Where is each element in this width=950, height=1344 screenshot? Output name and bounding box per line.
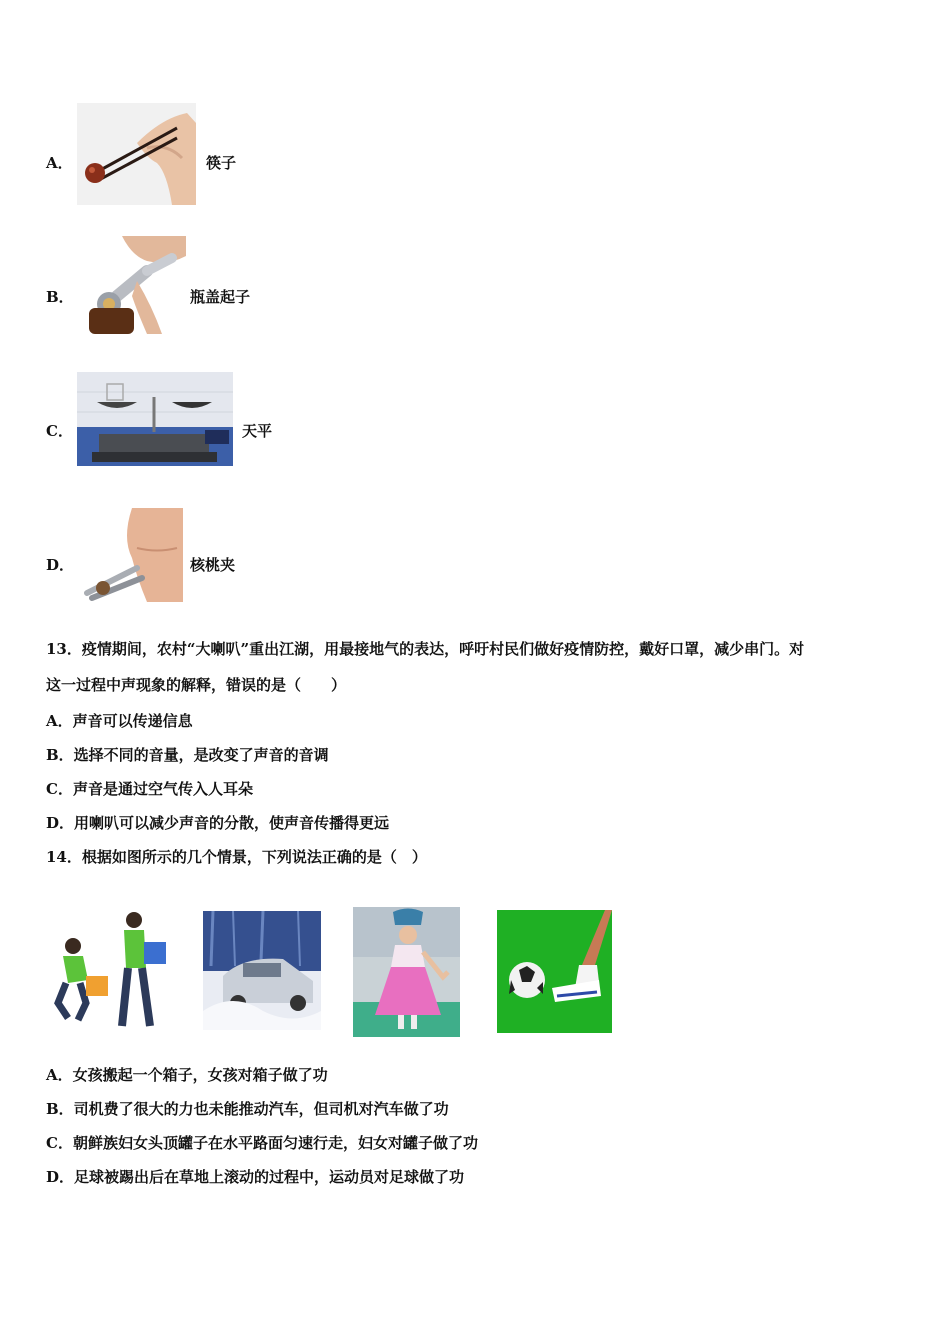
q14-option-d: D．足球被踢出后在草地上滚动的过程中，运动员对足球做了功 xyxy=(46,1168,465,1186)
balance-scale-photo xyxy=(77,372,233,466)
q13-option-c: C．声音是通过空气传入人耳朵 xyxy=(46,780,253,798)
bottle-opener-photo xyxy=(77,236,186,334)
option-b-letter: B． xyxy=(46,288,74,306)
woman-jar-on-head-photo xyxy=(353,907,460,1037)
option-a-label: 筷子 xyxy=(206,154,237,172)
q14-option-c: C．朝鲜族妇女头顶罐子在水平路面匀速行走，妇女对罐子做了功 xyxy=(46,1134,478,1152)
q14-option-a: A．女孩搬起一个箱子，女孩对箱子做了功 xyxy=(46,1066,328,1084)
q13-option-b: B．选择不同的音量，是改变了声音的音调 xyxy=(46,746,329,764)
option-d-label: 核桃夹 xyxy=(190,556,236,574)
chopsticks-photo xyxy=(77,103,196,205)
car-in-snow-photo xyxy=(203,911,321,1030)
q14-option-b: B．司机费了很大的力也未能推动汽车，但司机对汽车做了功 xyxy=(46,1100,449,1118)
q13-option-d: D．用喇叭可以减少声音的分散，使声音传播得更远 xyxy=(46,814,390,832)
nutcracker-photo xyxy=(77,508,183,602)
q13-stem-line2: 这一过程中声现象的解释，错误的是（ ） xyxy=(46,676,347,694)
q13-option-a: A．声音可以传递信息 xyxy=(46,712,193,730)
girl-lifting-box-photo xyxy=(48,908,170,1030)
option-d-letter: D． xyxy=(46,556,75,574)
option-c-label: 天平 xyxy=(242,422,273,440)
q14-stem: 14．根据如图所示的几个情景，下列说法正确的是（ ） xyxy=(46,848,427,866)
kicking-soccer-ball-photo xyxy=(497,910,612,1033)
option-a-letter: A． xyxy=(46,154,73,172)
q13-stem-line1: 13．疫情期间，农村“大喇叭”重出江湖，用最接地气的表达，呼吁村民们做好疫情防控，戴好口罩，减少串门。对 xyxy=(46,640,805,658)
option-c-letter: C． xyxy=(46,422,73,440)
option-b-label: 瓶盖起子 xyxy=(190,288,251,306)
